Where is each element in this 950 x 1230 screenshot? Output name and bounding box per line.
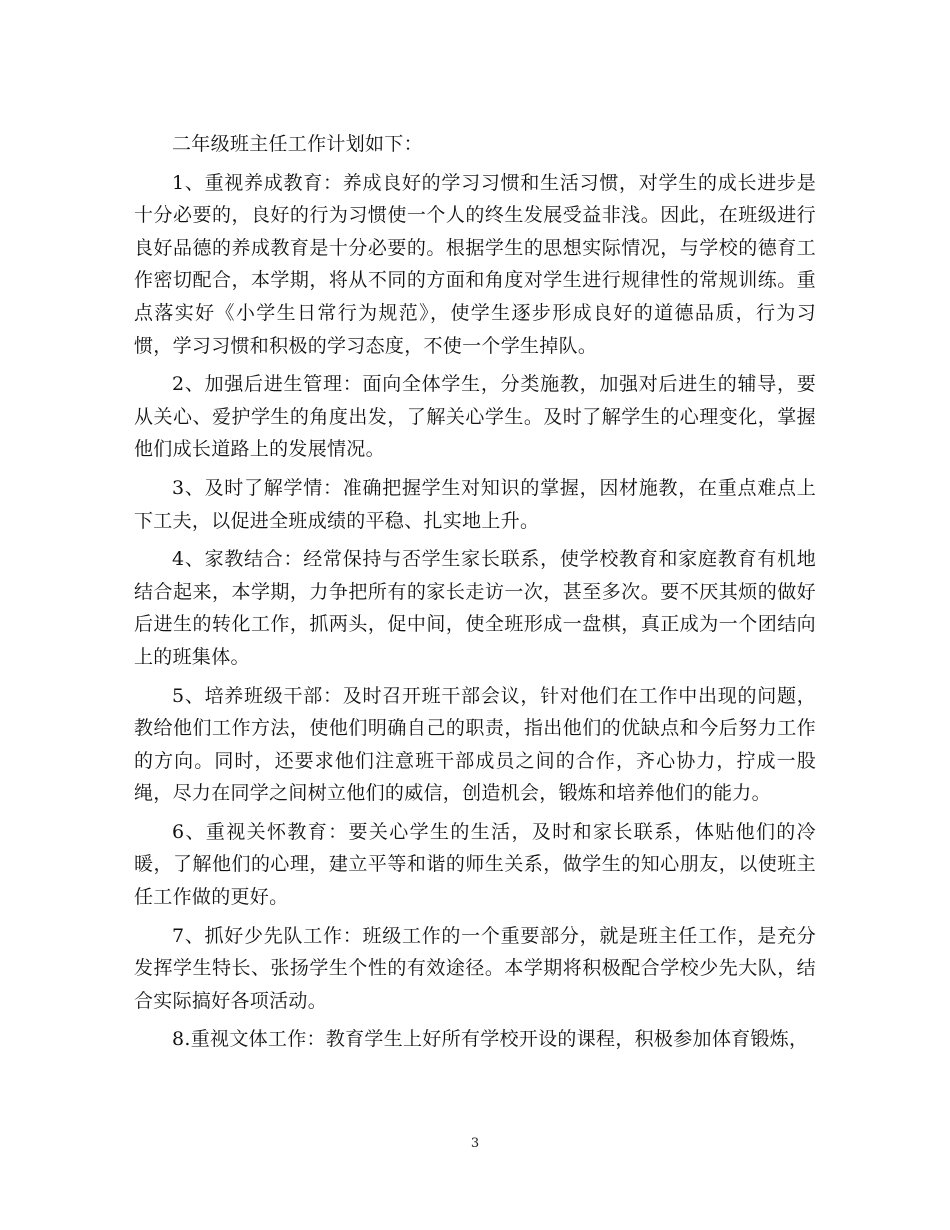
paragraph-home-school: 4、家教结合：经常保持与否学生家长联系，使学校教育和家庭教育有机地结合起来，本学期，力争把所有的家长走访一次，甚至多次。要不厌其烦的做好后进生的转化工作，抓两头，促中间，使全班形成一盘棋，真正成为一个团结向上的班集体。 [134, 548, 816, 668]
paragraph-underachiever-management: 2、加强后进生管理：面向全体学生，分类施教，加强对后进生的辅导，要从关心、爱护学生的角度出发，了解关心学生。及时了解学生的心理变化，掌握他们成长道路上的发展情况。 [134, 373, 816, 461]
paragraph-habit-education: 1、重视养成教育：养成良好的学习习惯和生活习惯，对学生的成长进步是十分必要的，良好的行为习惯使一个人的终生发展受益非浅。因此，在班级进行良好品德的养成教育是十分必要的。根据学生的思想实际情况，与学校的德育工作密切配合，本学期，将从不同的方面和角度对学生进行规律性的常规训练。重点落实好《小学生日常行为规范》，使学生逐步形成良好的道德品质，行为习惯，学习习惯和积极的学习态度，不使一个学生掉队。 [134, 171, 816, 357]
paragraph-care-education: 6、重视关怀教育：要关心学生的生活，及时和家长联系，体贴他们的冷暖，了解他们的心理，建立平等和谐的师生关系，做学生的知心朋友，以使班主任工作做的更好。 [134, 820, 816, 909]
paragraph-young-pioneers: 7、抓好少先队工作：班级工作的一个重要部分，就是班主任工作，是充分发挥学生特长、张扬学生个性的有效途径。本学期将积极配合学校少先大队，结合实际搞好各项活动。 [134, 924, 816, 1012]
paragraph-class-cadres: 5、培养班级干部：及时召开班干部会议，针对他们在工作中出现的问题，教给他们工作方法，使他们明确自己的职责，指出他们的优缺点和今后努力工作的方向。同时，还要求他们注意班干部成员之间的合作，齐心协力，拧成一股绳，尽力在同学之间树立他们的威信，创造机会，锻炼和培养他们的能力。 [134, 684, 816, 805]
paragraph-sports-culture: 8.重视文体工作：教育学生上好所有学校开设的课程，积极参加体育锻炼， [172, 1028, 809, 1051]
paragraph-learning-status: 3、及时了解学情：准确把握学生对知识的掌握，因材施教，在重点难点上下工夫，以促进全班成绩的平稳、扎实地上升。 [134, 476, 816, 532]
document-body [134, 128, 816, 1062]
intro-paragraph: 二年级班主任工作计划如下： [172, 133, 423, 155]
page-number: 3 [470, 1136, 480, 1151]
